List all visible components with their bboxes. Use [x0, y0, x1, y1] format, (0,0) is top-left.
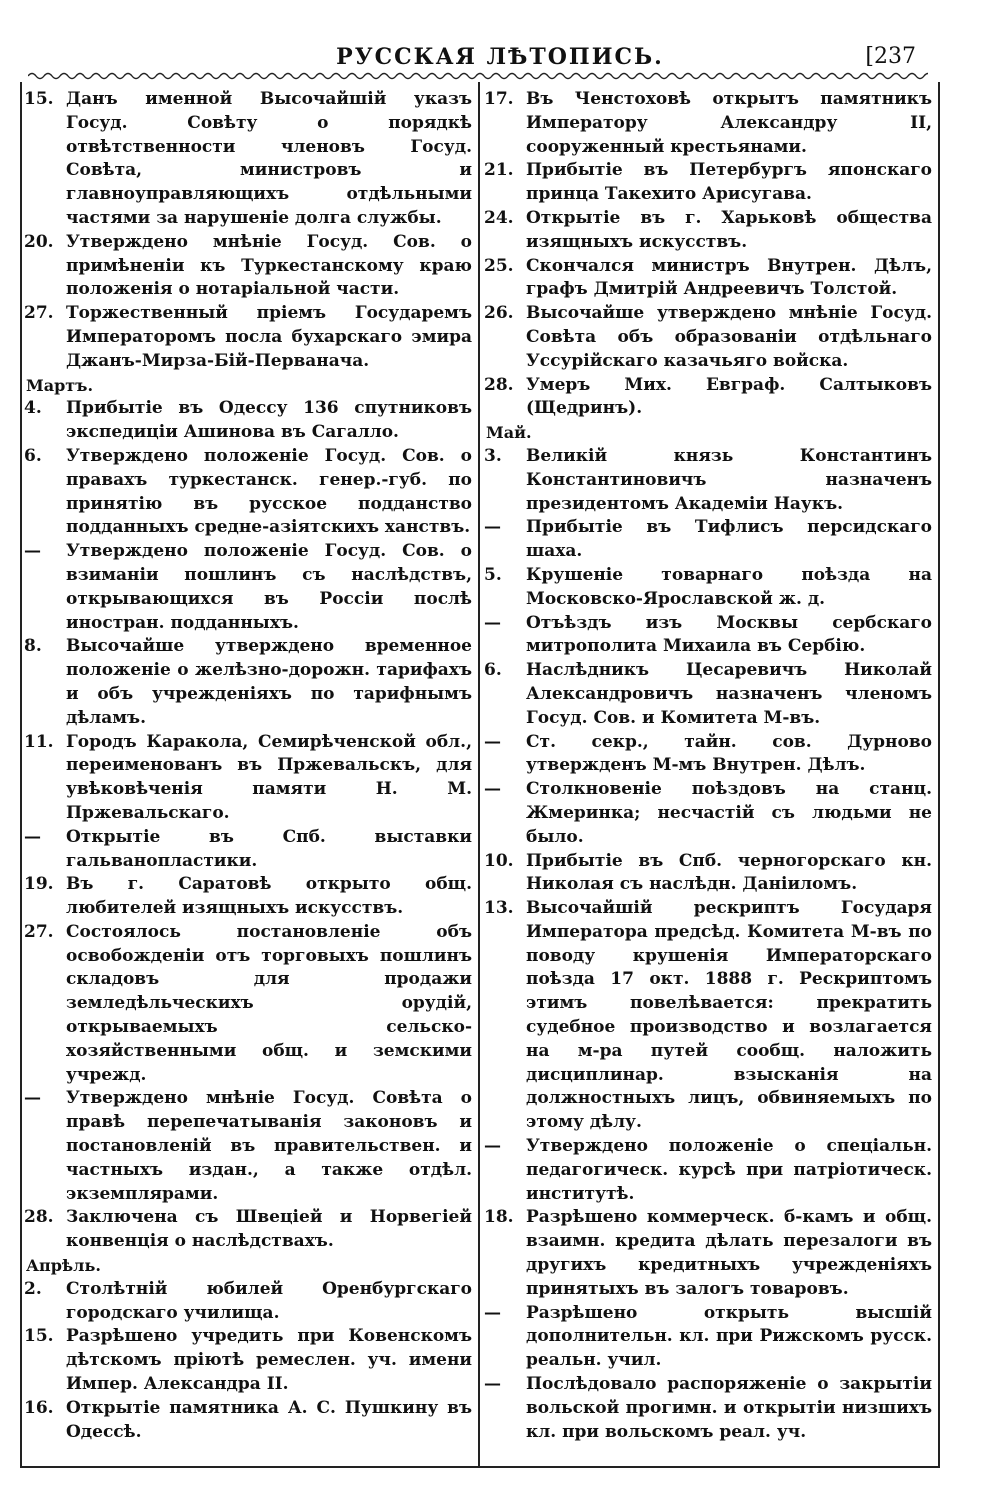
chronicle-entry	[24, 540, 472, 635]
entry-date: 11.	[24, 731, 54, 752]
entry-text: Утверждено положеніе Госуд. Сов. о правахъ туркестанск. генер.-губ. по принятію въ русское подданство подданныхъ средне-азіятскихъ ханствъ.	[66, 445, 472, 538]
entry-text: Ст. секр., тайн. сов. Дурново утвержденъ М-мъ Внутрен. Дѣлъ.	[526, 731, 932, 776]
entry-date: —	[24, 826, 41, 847]
chronicle-entry	[24, 397, 472, 445]
month-heading: Мартъ.	[26, 375, 94, 395]
entry-date: 13.	[484, 898, 514, 919]
entry-date: 2.	[24, 1278, 42, 1299]
entry-date: —	[484, 1302, 501, 1323]
chronicle-entry	[484, 207, 932, 255]
entry-text: Крушеніе товарнаго поѣзда на Московско-Ярославской ж. д.	[526, 564, 932, 609]
border-bottom	[20, 1466, 940, 1468]
entry-text: Утверждено положеніе о спеціальн. педагогическ. курсѣ при патріотическ. институтѣ.	[526, 1136, 932, 1204]
entry-date: —	[24, 541, 41, 562]
entry-text: Умеръ Мих. Евграф. Салтыковъ (Щедринъ).	[526, 374, 932, 419]
entry-text: Состоялось постановленіе объ освобожденіи отъ торговыхъ пошлинъ складовъ для продажи земледѣльческихъ орудій, открываемыхъ сельско-хозяйственными общ. и земскими учрежд.	[66, 921, 472, 1085]
entry-date: —	[24, 1088, 41, 1109]
entry-text: Въ Ченстоховѣ открытъ памятникъ Императору Александру II, сооруженный крестьянами.	[526, 89, 932, 157]
entry-text: Высочайшій рескриптъ Государя Императора предсѣд. Комитета М-въ по поводу крушенія Императорскаго поѣзда 17 окт. 1888 г. Рескриптомъ этимъ повелѣвается: прекратить судебное производство и возлагается на м-ра путей сообщ. наложить дисциплинар. взысканія на должностныхъ лицъ, обвиняемыхъ по этому дѣлу.	[526, 898, 932, 1133]
chronicle-entry	[484, 255, 932, 303]
entry-text: Торжественный пріемъ Государемъ Императоромъ посла бухарскаго эмира Джанъ-Мирза-Бій-Перванача.	[66, 303, 472, 371]
entry-date: 6.	[24, 445, 42, 466]
running-title: РУССКАЯ ЛѢТОПИСЬ.	[336, 44, 664, 70]
chronicle-entry	[484, 659, 932, 730]
month-heading: Май.	[486, 423, 532, 443]
entry-date: —	[484, 612, 501, 633]
entry-date: 5.	[484, 564, 502, 585]
chronicle-entry	[484, 445, 932, 516]
wavy-rule	[28, 70, 928, 82]
entry-date: 27.	[24, 921, 54, 942]
entry-text: Высочайше утверждено мнѣніе Госуд. Совѣта объ образованіи отдѣльнаго Уссурійскаго казачьяго войска.	[526, 303, 932, 371]
entry-text: Заключена съ Швеціей и Норвегіей конвенція о наслѣдствахъ.	[66, 1207, 472, 1252]
entry-text: Утверждено положеніе Госуд. Сов. о взиманіи пошлинъ съ наслѣдствъ, открывающихся въ Россіи послѣ иностран. подданныхъ.	[66, 541, 472, 633]
entry-date: 26.	[484, 303, 514, 324]
left-column	[24, 88, 472, 1444]
chronicle-entry	[484, 302, 932, 373]
month-heading: Апрѣль.	[26, 1256, 101, 1276]
border-left	[20, 82, 22, 1466]
chronicle-entry	[484, 897, 932, 1135]
chronicle-entry	[24, 88, 472, 231]
chronicle-entry	[24, 1397, 472, 1445]
entry-text: Прибытіе въ Спб. черногорскаго кн. Николая съ наслѣдн. Даніиломъ.	[526, 850, 932, 895]
entry-date: —	[484, 1374, 501, 1395]
entry-text: Городъ Каракола, Семирѣченской обл., переименованъ въ Пржевальскъ, для увѣковѣченія памяти Н. М. Пржевальскаго.	[66, 731, 472, 823]
entry-date: 8.	[24, 636, 42, 657]
entry-text: Разрѣшено коммерческ. б-камъ и общ. взаимн. кредита дѣлать перезалоги въ другихъ кредитныхъ учрежденіяхъ принятыхъ въ залогъ товаровъ.	[526, 1207, 932, 1299]
entry-date: 28.	[24, 1207, 54, 1228]
entry-date: 18.	[484, 1207, 514, 1228]
chronicle-entry	[484, 850, 932, 898]
entry-text: Разрѣшено открыть высшій дополнительн. кл. при Рижскомъ русск. реальн. учил.	[526, 1302, 932, 1371]
entry-text: Утверждено мнѣніе Госуд. Совѣта о правѣ перепечатыванія законовъ и постановленій въ правительствен. и частныхъ издан., а также отдѣл. экземплярами.	[66, 1088, 472, 1204]
right-column	[484, 88, 932, 1444]
chronicle-entry	[484, 159, 932, 207]
chronicle-entry	[484, 516, 932, 564]
chronicle-entry	[24, 231, 472, 302]
chronicle-entry	[484, 731, 932, 779]
entry-date: 21.	[484, 160, 514, 181]
chronicle-entry	[484, 374, 932, 422]
entry-date: 19.	[24, 874, 54, 895]
entry-date: 10.	[484, 850, 514, 871]
chronicle-entry	[24, 445, 472, 540]
chronicle-entry	[24, 302, 472, 373]
entry-text: Открытіе въ Спб. выставки гальванопластики.	[66, 826, 472, 871]
chronicle-entry	[24, 1206, 472, 1254]
entry-date: 16.	[24, 1397, 54, 1418]
entry-date: 17.	[484, 89, 514, 109]
entry-date: 4.	[24, 398, 42, 419]
entry-date: —	[484, 1136, 501, 1157]
entry-date: —	[484, 779, 501, 800]
chronicle-entry	[24, 1087, 472, 1206]
entry-text: Прибытіе въ Петербургъ японскаго принца Такехито Арисугава.	[526, 160, 932, 205]
entry-text: Наслѣдникъ Цесаревичъ Николай Александровичъ назначенъ членомъ Госуд. Сов. и Комитета М-въ.	[526, 660, 932, 728]
entry-text: Открытіе памятника А. С. Пушкину въ Одессѣ.	[66, 1397, 472, 1442]
column-divider	[478, 82, 480, 1466]
chronicle-entry	[484, 778, 932, 849]
chronicle-entry	[24, 873, 472, 921]
entry-date: 15.	[24, 1326, 54, 1347]
entry-text: Столѣтній юбилей Оренбургскаго городскаго училища.	[66, 1278, 472, 1323]
page-number: [237	[865, 44, 916, 69]
entry-text: Скончался министръ Внутрен. Дѣлъ, графъ Дмитрій Андреевичъ Толстой.	[526, 255, 932, 300]
chronicle-entry	[24, 921, 472, 1088]
entry-text: Отъѣздъ изъ Москвы сербскаго митрополита Михаила въ Сербію.	[526, 612, 932, 657]
entry-date: 28.	[484, 374, 514, 395]
entry-date: 27.	[24, 303, 54, 324]
chronicle-entry	[484, 1373, 932, 1444]
chronicle-entry	[24, 1325, 472, 1396]
chronicle-entry	[24, 826, 472, 874]
chronicle-entry	[24, 635, 472, 730]
entry-date: 6.	[484, 660, 502, 681]
entry-text: Утверждено мнѣніе Госуд. Сов. о примѣненіи къ Туркестанскому краю положенія о нотаріальной части.	[66, 231, 472, 300]
entry-date: 25.	[484, 255, 514, 276]
entry-text: Высочайше утверждено временное положеніе о желѣзно-дорожн. тарифахъ и объ учрежденіяхъ по тарифнымъ дѣламъ.	[66, 636, 472, 728]
entry-date: 24.	[484, 207, 514, 228]
entry-text: Столкновеніе поѣздовъ на станц. Жмеринка; несчастій съ людьми не было.	[526, 779, 932, 847]
chronicle-entry	[484, 612, 932, 660]
entry-date: 3.	[484, 445, 502, 466]
entry-text: Открытіе въ г. Харьковѣ общества изящныхъ искусствъ.	[526, 207, 932, 252]
border-right	[938, 82, 940, 1466]
entry-date: 20.	[24, 231, 54, 252]
entry-date: 15.	[24, 89, 54, 109]
entry-text: Разрѣшено учредить при Ковенскомъ дѣтскомъ пріютѣ ремеслен. уч. имени Импер. Александра II.	[66, 1326, 472, 1395]
chronicle-entry	[484, 1135, 932, 1206]
entry-date: —	[484, 517, 501, 538]
entry-text: Прибытіе въ Одессу 136 спутниковъ экспедиціи Ашинова въ Сагалло.	[66, 398, 472, 443]
entry-text: Прибытіе въ Тифлисъ персидскаго шаха.	[526, 517, 932, 562]
chronicle-entry	[484, 564, 932, 612]
entry-text: Послѣдовало распоряженіе о закрытіи вольской прогимн. и открытіи низшихъ кл. при вольскомъ реал. уч.	[526, 1374, 932, 1442]
chronicle-entry	[484, 1206, 932, 1301]
chronicle-entry	[24, 731, 472, 826]
entry-date: —	[484, 731, 501, 752]
chronicle-entry	[24, 1278, 472, 1326]
entry-text: Великій князь Константинъ Константиновичъ назначенъ президентомъ Академіи Наукъ.	[526, 445, 932, 514]
chronicle-entry	[484, 1302, 932, 1373]
chronicle-entry	[484, 88, 932, 159]
entry-text: Въ г. Саратовѣ открыто общ. любителей изящныхъ искусствъ.	[66, 874, 472, 919]
entry-text: Данъ именной Высочайшій указъ Госуд. Совѣту о порядкѣ отвѣтственности членовъ Госуд. Совѣта, министровъ и главноуправляющихъ отдѣльными частями за нарушеніе долга службы.	[66, 89, 472, 228]
